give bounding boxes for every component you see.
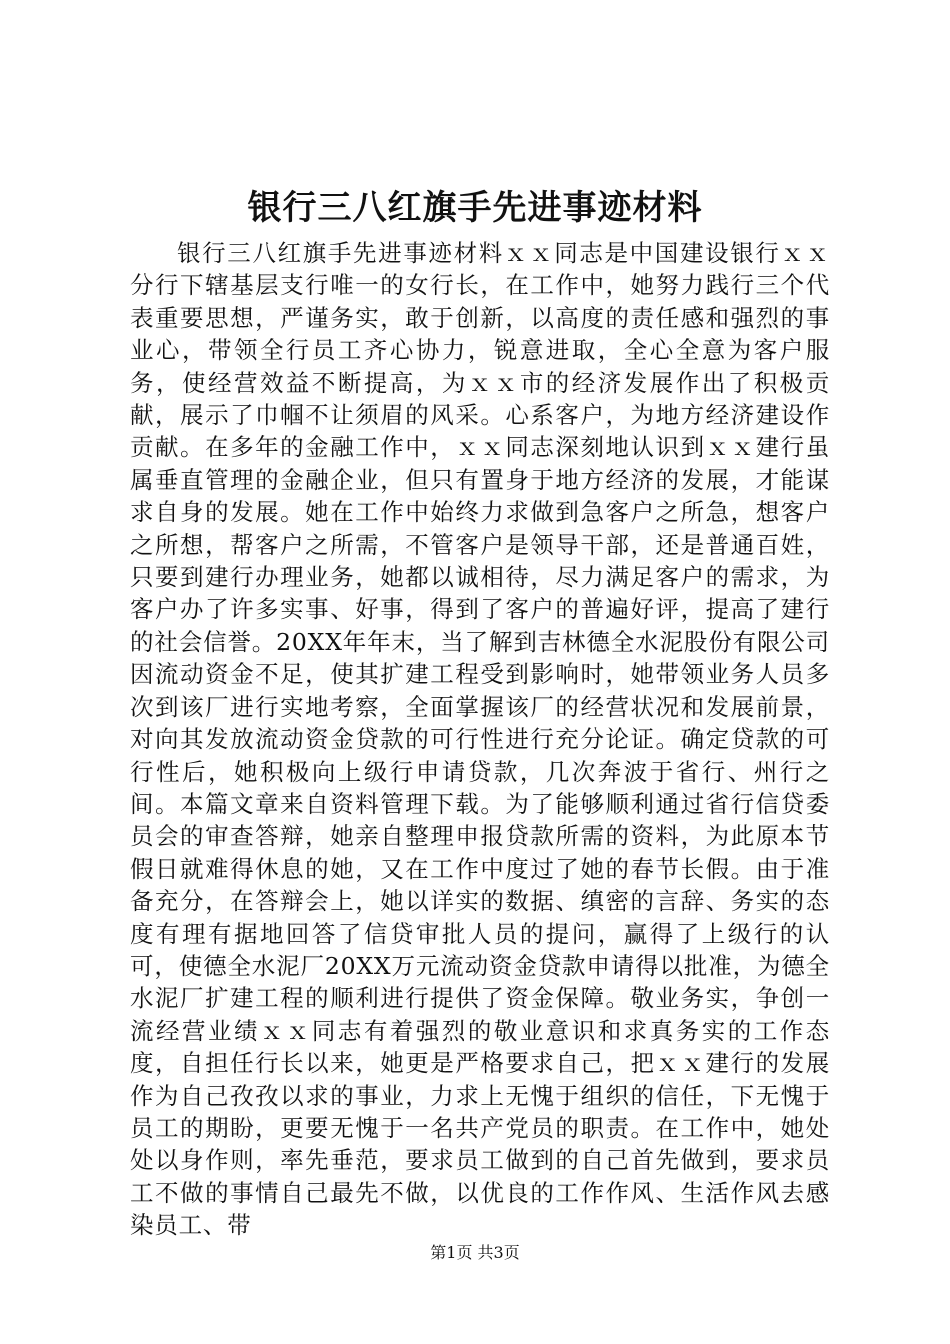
- document-title: 银行三八红旗手先进事迹材料: [247, 188, 703, 228]
- page-number-footer: 第1页 共3页: [430, 1243, 520, 1262]
- document-body-paragraph: 银行三八红旗手先进事迹材料ｘｘ同志是中国建设银行ｘｘ分行下辖基层支行唯一的女行长，在工作中，她努力践行三个代表重要思想，严谨务实，敢于创新，以高度的责任感和强烈的事业心，带领全行员工齐心协力，锐意进取，全心全意为客户服务，使经营效益不断提高，为ｘｘ市的经济发展作出了积极贡献，展示了巾帼不让须眉的风采。心系客户，为地方经济建设作贡献。在多年的金融工作中，ｘｘ同志深刻地认识到ｘｘ建行虽属垂直管理的金融企业，但只有置身于地方经济的发展，才能谋求自身的发展。她在工作中始终力求做到急客户之所急，想客户之所想，帮客户之所需，不管客户是领导干部，还是普通百姓，只要到建行办理业务，她都以诚相待，尽力满足客户的需求，为客户办了许多实事、好事，得到了客户的普遍好评，提高了建行的社会信誉。20XX年年末，当了解到吉林德全水泥股份有限公司因流动资金不足，使其扩建工程受到影响时，她带领业务人员多次到该厂进行实地考察，全面掌握该厂的经营状况和发展前景，对向其发放流动资金贷款的可行性进行充分论证。确定贷款的可行性后，她积极向上级行申请贷款，几次奔波于省行、州行之间。本篇文章来自资料管理下载。为了能够顺利通过省行信贷委员会的审查答辩，她亲自整理申报贷款所需的资料，为此原本节假日就难得休息的她，又在工作中度过了她的春节长假。由于准备充分，在答辩会上，她以详实的数据、缜密的言辞、务实的态度有理有据地回答了信贷审批人员的提问，赢得了上级行的认可，使德全水泥厂20XX万元流动资金贷款申请得以批准，为德全水泥厂扩建工程的顺利进行提供了资金保障。敬业务实，争创一流经营业绩ｘｘ同志有着强烈的敬业意识和求真务实的工作态度，自担任行长以来，她更是严格要求自己，把ｘｘ建行的发展作为自己孜孜以求的事业，力求上无愧于组织的信任，下无愧于员工的期盼，更要无愧于一名共产党员的职责。在工作中，她处处以身作则，率先垂范，要求员工做到的自己首先做到，要求员工不做的事情自己最先不做，以优良的工作作风、生活作风去感染员工、带: [130, 239, 830, 1240]
